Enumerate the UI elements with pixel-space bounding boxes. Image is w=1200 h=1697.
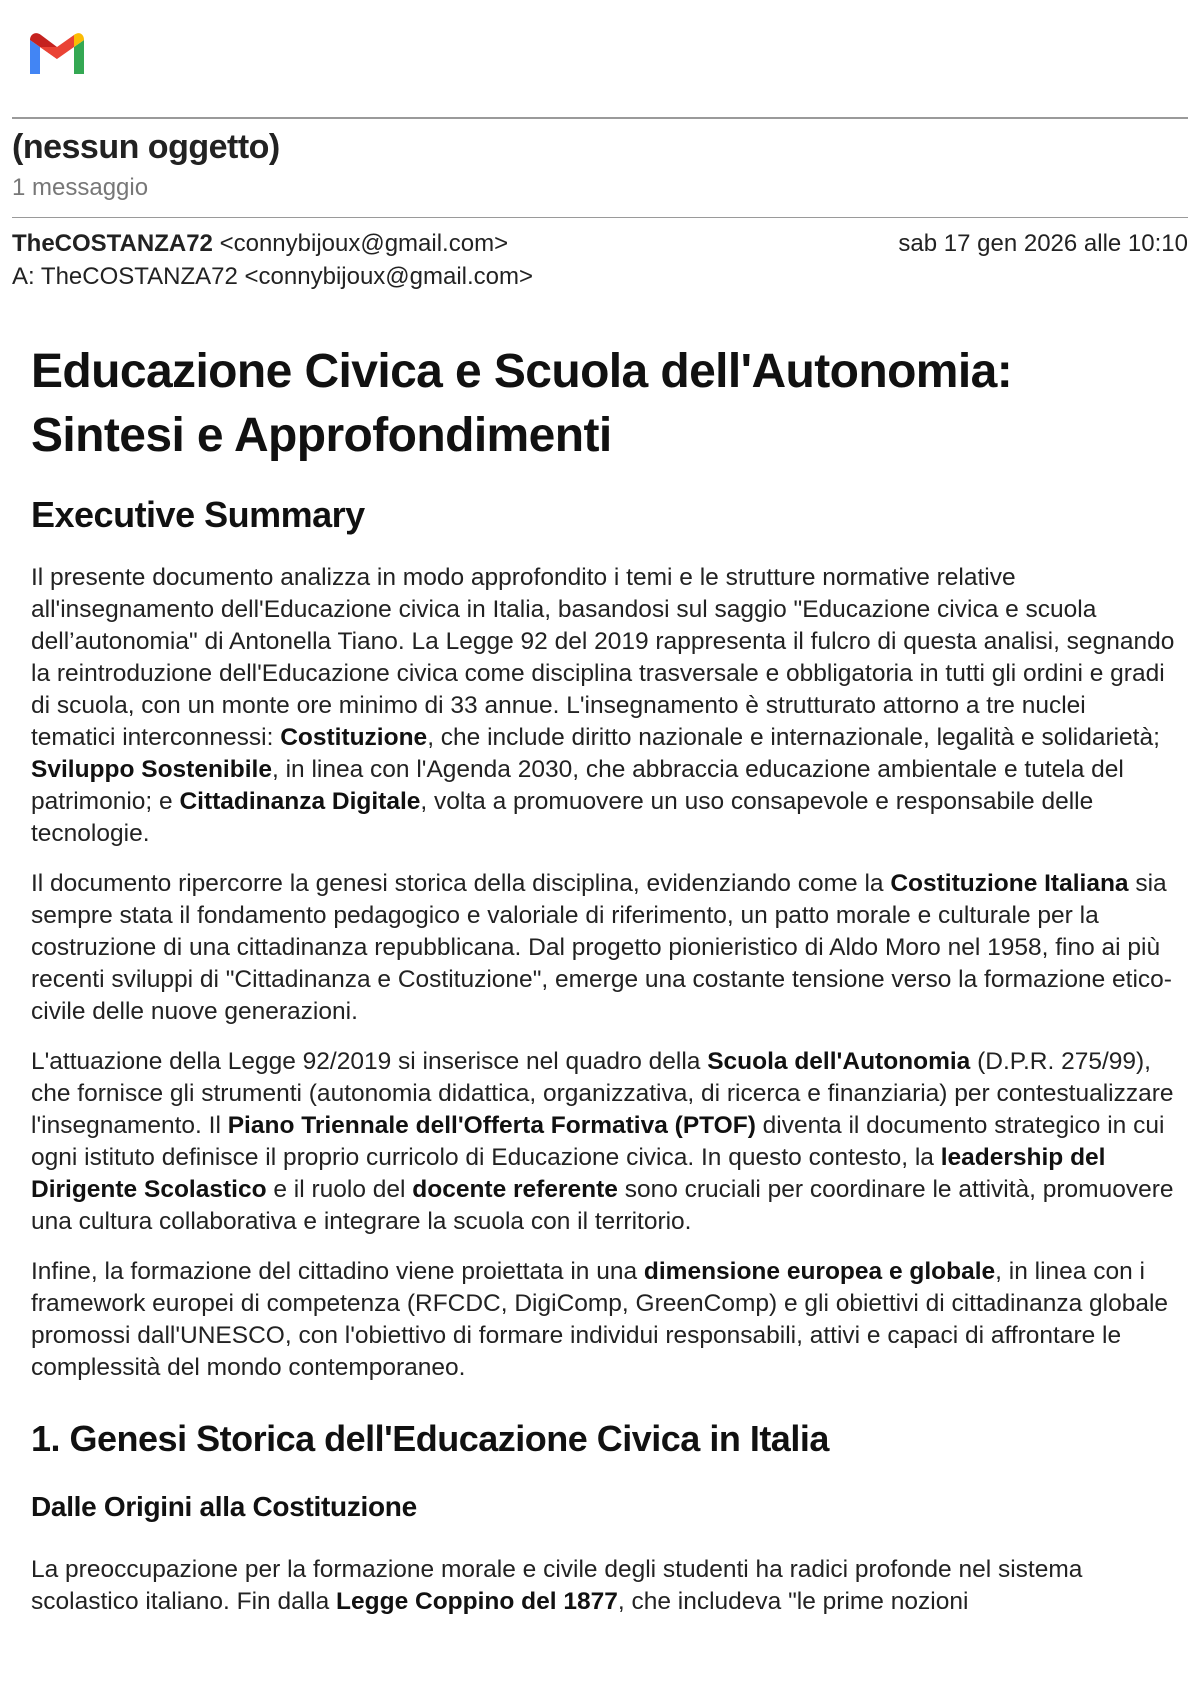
text-run: (D.P.R. 275/99), che fornisce gli strumenti (autonomia didattica, organizzativa, di ricerca e finanziaria) per contestualizzare l'insegnamento. Il [31,1048,1174,1139]
executive-summary-heading: Executive Summary [31,494,365,535]
text-run: diventa il documento strategico in cui ogni istituto definisce il proprio curricolo di Educazione civica. In questo contesto, la [31,1112,1165,1171]
message-date: sab 17 gen 2026 alle 10:10 [898,230,1188,257]
text-run: , in linea con l'Agenda 2030, che abbraccia educazione ambientale e tutela del patrimonio; e [31,756,1124,815]
text-run: e il ruolo del [266,1176,413,1203]
bold-run: Costituzione [280,724,428,751]
text-run: sono cruciali per coordinare le attività, promuovere una cultura collaborativa e integrare la scuola con il territorio. [31,1176,1174,1235]
bold-run: docente referente [412,1176,618,1203]
bold-run: Cittadinanza Digitale [179,788,421,815]
document-title [31,340,1176,468]
recipient: TheCOSTANZA72 <connybijoux@gmail.com> [40,263,534,290]
sender-name: TheCOSTANZA72 [12,230,213,257]
text-run: La preoccupazione per la formazione morale e civile degli studenti ha radici profonde nel sistema scolastico italiano. Fin dalla [31,1556,1083,1615]
text-run: , che includeva "le prime nozioni [617,1588,969,1615]
bold-run: Costituzione Italiana [890,870,1129,897]
title-line-2: Sintesi e Approfondimenti [31,409,612,462]
header-divider [12,117,1188,119]
paragraph [31,1256,1176,1384]
recipient-line [12,263,533,291]
paragraph [31,562,1176,850]
gmail-logo-icon [26,30,88,78]
paragraph [31,868,1176,1028]
bold-run: Legge Coppino del 1877 [336,1588,618,1615]
sender-line [12,230,508,258]
bold-run: Piano Triennale dell'Offerta Formativa (PTOF) [227,1112,756,1139]
subsection-heading: Dalle Origini alla Costituzione [31,1491,417,1522]
title-line-1: Educazione Civica e Scuola dell'Autonomia: [31,345,1013,398]
email-subject: (nessun oggetto) [12,128,280,166]
text-run: Il presente documento analizza in modo approfondito i temi e le strutture normative relative all'insegnamento dell'Educazione civica in Italia, basandosi sul saggio "Educazione civica e scuola dell’autonomia" di Antonella Tiano. La Legge 92 del 2019 rappresenta il fulcro di questa analisi, segnando la reintroduzione dell'Educazione civica come disciplina trasversale e obbligatoria in tutti gli ordini e gradi di scuola, con un monte ore minimo di 33 annue. L'insegnamento è strutturato attorno a tre nuclei tematici interconnessi: [31,564,1175,751]
bold-run: dimensione europea e globale [643,1258,996,1285]
text-run: Infine, la formazione del cittadino viene proiettata in una [31,1258,644,1285]
text-run: L'attuazione della Legge 92/2019 si inserisce nel quadro della [31,1048,708,1075]
text-run: , volta a promuovere un uso consapevole e responsabile delle tecnologie. [31,788,1094,847]
section-1-heading: 1. Genesi Storica dell'Educazione Civica in Italia [31,1418,829,1459]
message-count: 1 messaggio [12,174,149,201]
text-run: , in linea con i framework europei di competenza (RFCDC, DigiComp, GreenComp) e gli obiettivi di cittadinanza globale promossi dall'UNESCO, con l'obiettivo di formare individui responsabili, attivi e capaci di affrontare le complessità del mondo contemporaneo. [31,1258,1169,1381]
bold-run: Scuola dell'Autonomia [707,1048,971,1075]
text-run: , che include diritto nazionale e internazionale, legalità e solidarietà; [427,724,1160,751]
bold-run: Sviluppo Sostenibile [31,756,272,783]
message-body [31,340,1176,1636]
to-label: A: [12,263,35,290]
text-run: sia sempre stata il fondamento pedagogico e valoriale di riferimento, un patto morale e culturale per la costruzione di una cittadinanza repubblicana. Dal progetto pionieristico di Aldo Moro nel 1958, fino ai più recenti sviluppi di "Cittadinanza e Costituzione", emerge una costante tensione verso la formazione etico-civile delle nuove generazioni. [31,870,1172,1025]
paragraph [31,1046,1176,1238]
text-run: Il documento ripercorre la genesi storica della disciplina, evidenziando come la [31,870,891,897]
sender-email: <connybijoux@gmail.com> [219,230,509,257]
paragraph [31,1554,1176,1618]
bold-run: leadership del Dirigente Scolastico [31,1144,1106,1203]
subject-divider [12,217,1188,218]
